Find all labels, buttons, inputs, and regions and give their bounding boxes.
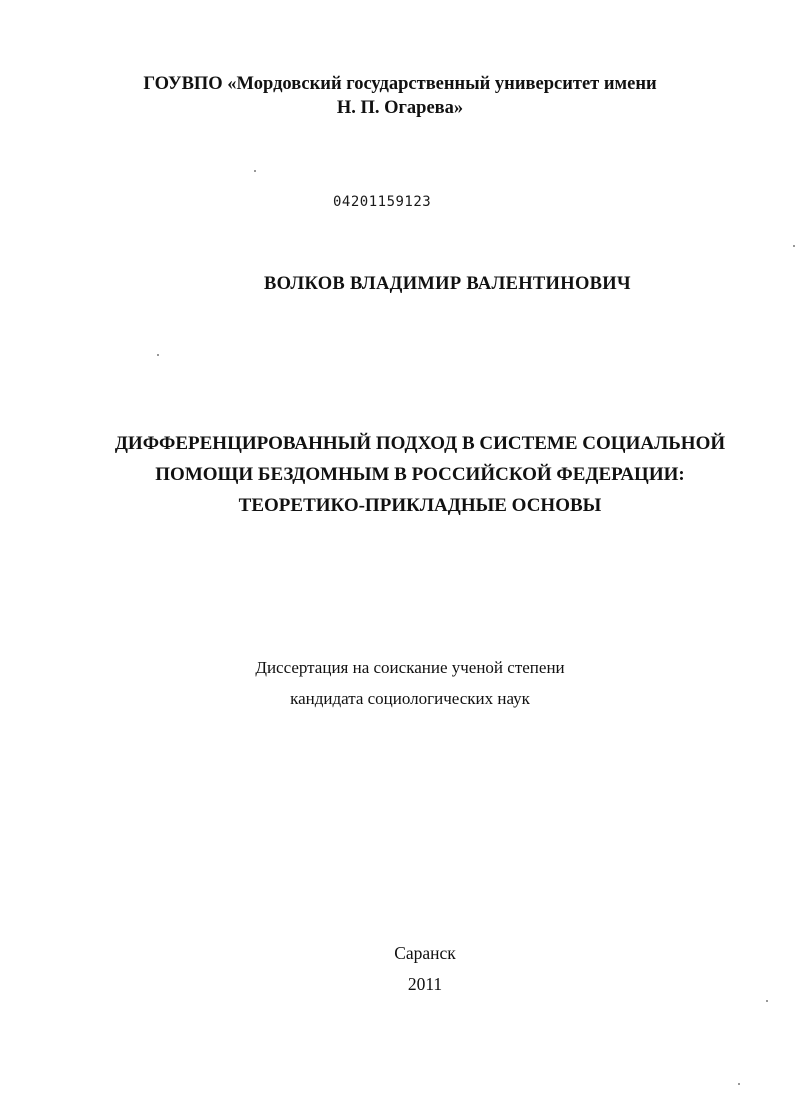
place-and-year <box>40 938 799 1000</box>
institution-heading <box>50 72 750 120</box>
degree-line-1: Диссертация на соискание ученой степени <box>255 658 565 677</box>
year: 2011 <box>407 974 443 994</box>
city: Саранск <box>394 943 456 963</box>
scan-speck <box>766 1000 768 1002</box>
scan-speck <box>738 1083 740 1085</box>
scan-speck <box>254 170 256 172</box>
title-line-1: ДИФФЕРЕНЦИРОВАННЫЙ ПОДХОД В СИСТЕМЕ СОЦИАЛЬНОЙ <box>114 433 726 454</box>
author-name: ВОЛКОВ ВЛАДИМИР ВАЛЕНТИНОВИЧ <box>264 274 631 294</box>
degree-line-2: кандидата социологических наук <box>290 689 530 708</box>
institution-line-1: ГОУВПО «Мордовский государственный университет имени <box>143 74 657 94</box>
dissertation-title <box>60 428 780 521</box>
scan-speck <box>157 354 159 356</box>
degree-statement <box>60 652 760 714</box>
title-line-3: ТЕОРЕТИКО-ПРИКЛАДНЫЕ ОСНОВЫ <box>238 495 602 516</box>
institution-line-2: Н. П. Огарева» <box>336 98 464 118</box>
scan-speck <box>793 245 795 247</box>
title-line-2: ПОМОЩИ БЕЗДОМНЫМ В РОССИЙСКОЙ ФЕДЕРАЦИИ: <box>155 464 685 485</box>
catalog-code: 04201159123 <box>333 194 432 210</box>
